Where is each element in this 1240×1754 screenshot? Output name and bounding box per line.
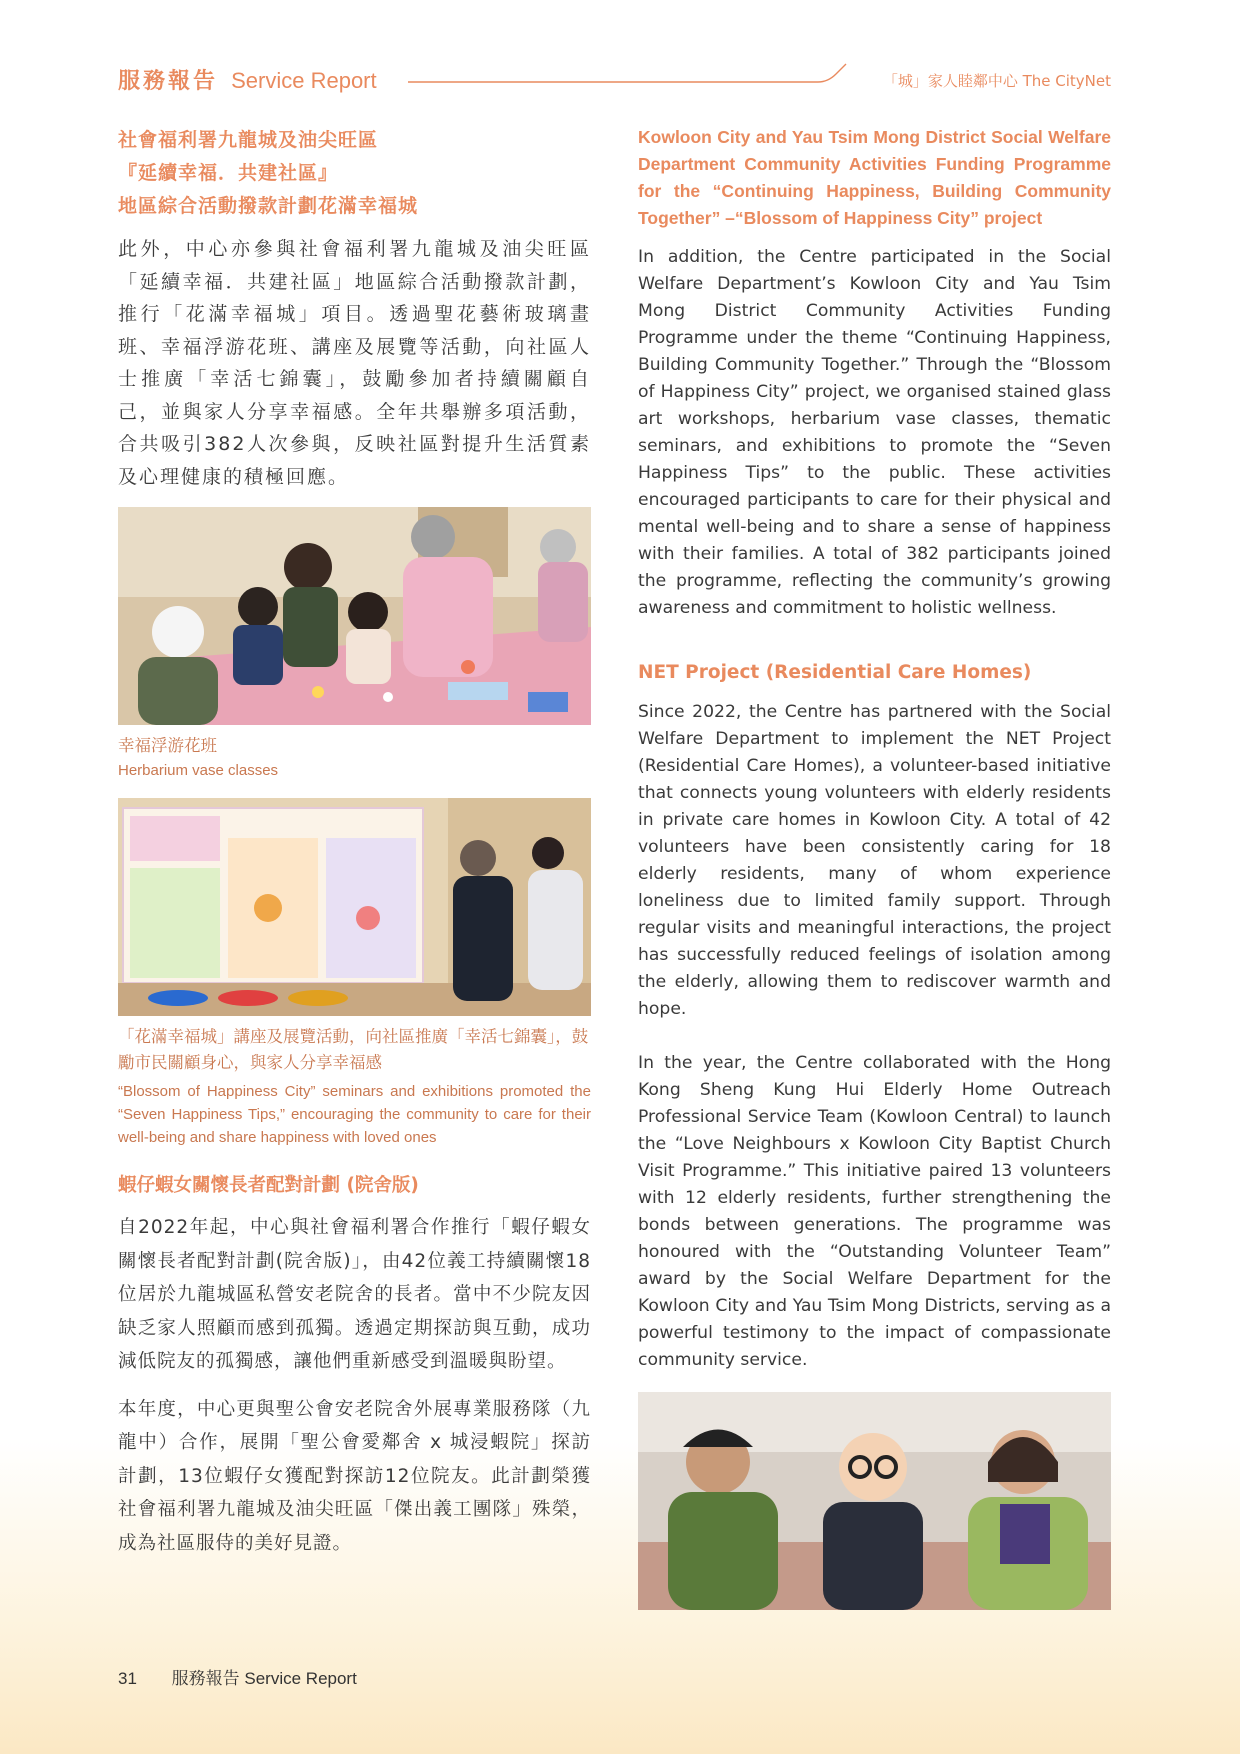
photo-herbarium-class [118,507,591,725]
photo-exhibition [118,798,591,1016]
header-org-name: 「城」家人睦鄰中心 The CityNet [882,72,1111,90]
footer-label: 服務報告 Service Report [171,1669,357,1688]
photo2-caption-cn: 「花滿幸福城」講座及展覽活動，向社區推廣「幸活七錦囊」，鼓勵市民關顧身心，與家人分享幸福感 [118,1027,589,1072]
header-title-en: Service Report [231,68,377,93]
photo1-caption-cn: 幸福浮游花班 [118,736,217,755]
left-column [118,124,591,1560]
page-footer [118,1664,357,1689]
photo1-caption-en: Herbarium vase classes [118,762,279,779]
header-divider-line [408,60,848,86]
section1-title-line: 社會福利署九龍城及油尖旺區 [118,129,379,151]
page-number: 31 [118,1669,137,1688]
section2-title-cn: 蝦仔蝦女關懷長者配對計劃 (院舍版) [118,1175,419,1196]
section2-body2-en: In the year, the Centre collaborated with the Hong Kong Sheng Kung Hui Elderly Home Outreach Professional Service Team (Kowloon Central) to launch the “Love Neighbours x Kowloon City Baptist Church Visit Programme.” This initiative paired 13 volunteers with 12 elderly residents, further strengthening the bonds between generations. The programme was honoured with the “Outstanding Volunteer Team” award by the Social Welfare Department for the Kowloon City and Yau Tsim Mong Districts, serving as a powerful testimony to the impact of compassionate community service. [638,1053,1111,1370]
page-header-title [118,64,377,95]
section1-title-line: 地區綜合活動撥款計劃花滿幸福城 [118,195,419,217]
section1-title-en: Kowloon City and Yau Tsim Mong District Social Welfare Department Community Activities Funding Programme for the “Continuing Happiness, Building Community Together” –“Blossom of Happiness City” project [638,127,1111,228]
section2-body1-cn: 自2022年起，中心與社會福利署合作推行「蝦仔蝦女關懷長者配對計劃(院舍版)」，由42位義工持續關懷18位居於九龍城區私營安老院舍的長者。當中不少院友因缺乏家人照顧而感到孤獨。透過定期探訪與互動，成功減低院友的孤獨感，讓他們重新感受到溫暖與盼望。 [118,1217,591,1372]
section2-body1-en: Since 2022, the Centre has partnered with the Social Welfare Department to implement the NET Project (Residential Care Homes), a volunteer-based initiative that connects young volunteers with elderly residents in private care homes in Kowloon City. A total of 42 volunteers have been consistently caring for 18 elderly residents, many of whom experience loneliness due to limited family support. Through regular visits and meaningful interactions, the project has successfully reduced feelings of isolation among the elderly, allowing them to rediscover warmth and hope. [638,702,1111,1019]
right-column [638,124,1111,1610]
section1-body-en: In addition, the Centre participated in the Social Welfare Department’s Kowloon City and Yau Tsim Mong District Community Activities Funding Programme under the theme “Continuing Happiness, Building Community Together.” Through the “Blossom of Happiness City” project, we organised stained glass art workshops, herbarium vase classes, thematic seminars, and exhibitions to promote the “Seven Happiness Tips” to the public. These activities encouraged participants to care for their physical and mental well-being and to share a sense of happiness with their families. A total of 382 participants joined the programme, reflecting the community’s growing awareness and commitment to holistic wellness. [638,247,1111,618]
section1-body-cn: 此外，中心亦參與社會福利署九龍城及油尖旺區「延續幸福．共建社區」地區綜合活動撥款計劃，推行「花滿幸福城」項目。透過聖花藝術玻璃畫班、幸福浮游花班、講座及展覽等活動，向社區人士推廣「幸活七錦囊」，鼓勵參加者持續關顧自己，並與家人分享幸福感。全年共舉辦多項活動，合共吸引382人次參與，反映社區對提升生活質素及心理健康的積極回應。 [118,238,591,488]
section2-body2-cn: 本年度，中心更與聖公會安老院舍外展專業服務隊（九龍中）合作，展開「聖公會愛鄰舍 x 城浸蝦院」探訪計劃，13位蝦仔女獲配對探訪12位院友。此計劃榮獲社會福利署九龍城及油尖旺區「傑出義工團隊」殊榮，成為社區服侍的美好見證。 [118,1398,591,1554]
section1-title-cn [118,124,591,223]
photo-volunteers-visit [638,1392,1111,1610]
photo2-caption-en: “Blossom of Happiness City” seminars and exhibitions promoted the “Seven Happiness Tips,” encouraging the community to care for their well-being and share happiness with loved ones [118,1083,591,1146]
section1-title-line: 『延續幸福．共建社區』 [118,162,339,184]
section2-title-en: NET Project (Residential Care Homes) [638,662,1032,683]
header-title-cn: 服務報告 [118,69,219,94]
